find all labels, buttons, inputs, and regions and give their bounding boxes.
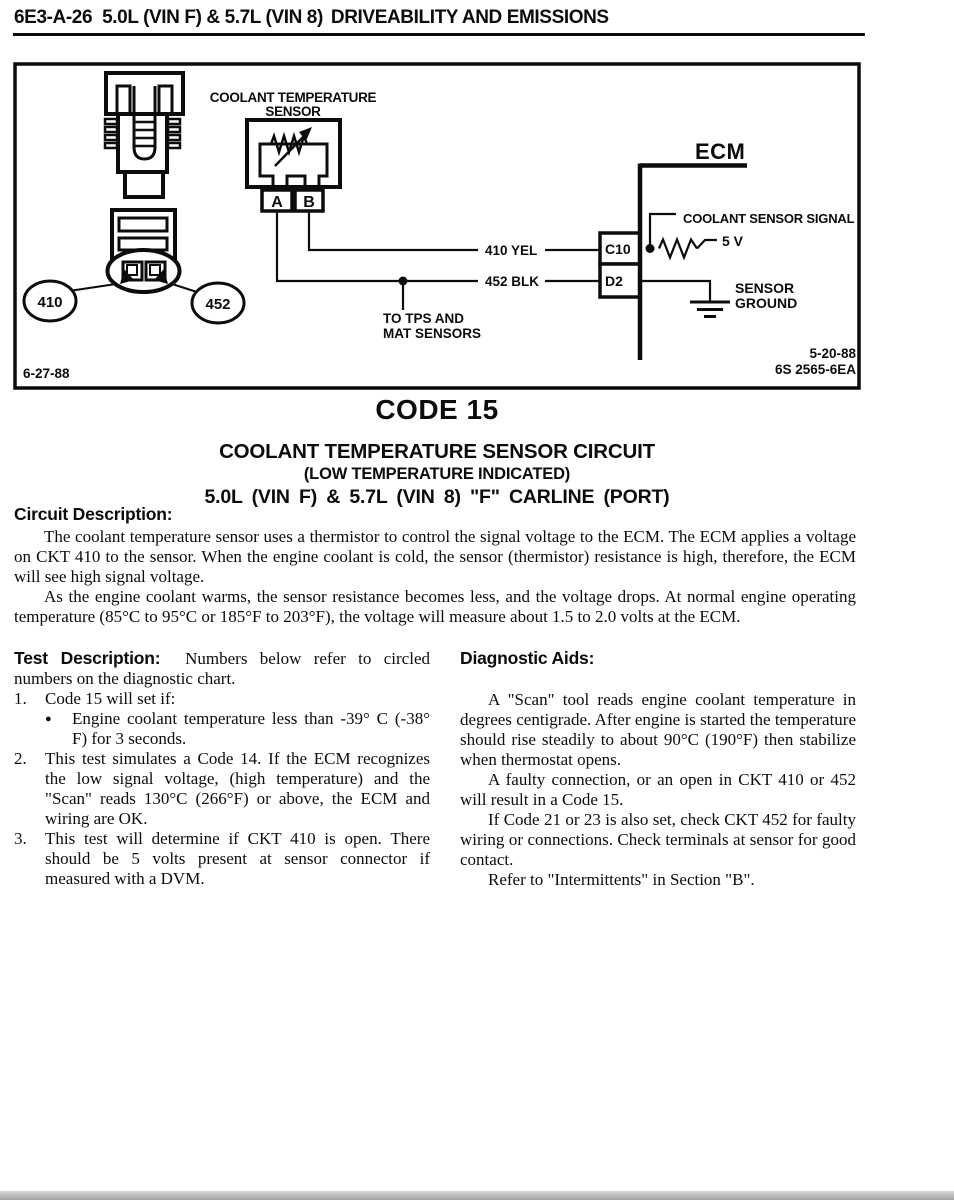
test-step-text: Code 15 will set if:: [45, 689, 176, 708]
ecm-internals: [640, 164, 747, 361]
title-line1: COOLANT TEMPERATURE SENSOR CIRCUIT: [219, 440, 655, 463]
page-header-title: DRIVEABILITY AND EMISSIONS: [330, 7, 609, 28]
scan-edge-artifact: [0, 1191, 954, 1200]
pin-d2-label: D2: [605, 273, 623, 289]
test-step-number: 1.: [14, 689, 27, 708]
diagnostic-aids-para1: A "Scan" tool reads engine coolant temperature in degrees centigrade. After engine is started the temperature should rise steadily to about 90°C (190°F) then stabilize when thermostat opens.: [460, 690, 856, 769]
pin-c10-label: C10: [605, 241, 631, 257]
circuit-description-para2: As the engine coolant warms, the sensor resistance becomes less, and the voltage drops. At normal engine operating temperature (85°C to 95°C or 185°F to 203°F), the voltage will measure about 1.5 to 2.0 volts at the ECM.: [14, 587, 856, 626]
test-description-intro: [14, 648, 430, 689]
diagnostic-aids-para4: Refer to "Intermittents" in Section "B".: [488, 870, 755, 889]
diagram-date-right: 5-20-88: [809, 346, 856, 361]
wire-410-label: 410 YEL: [485, 243, 538, 258]
diagram-date-left: 6-27-88: [23, 366, 70, 381]
page-header-code: 6E3-A-26: [14, 7, 93, 28]
wire-junction-dot: [399, 277, 408, 286]
page-header: [14, 7, 914, 29]
title-line3: 5.0L (VIN F) & 5.7L (VIN 8) "F" CARLINE (PORT): [204, 486, 670, 508]
wires: [277, 211, 600, 310]
diagnostic-aids-heading: Diagnostic Aids:: [460, 648, 595, 668]
sensor-label-line2: SENSOR: [265, 104, 321, 119]
pullup-resistor-symbol: [659, 240, 697, 258]
test-description-heading: Test Description:: [14, 648, 161, 668]
sensor-ground-label-line1: SENSOR: [735, 280, 795, 296]
sensor-ground-label-line2: GROUND: [735, 295, 798, 311]
wiring-diagram: [13, 62, 861, 390]
test-step-bullet-text: Engine coolant temperature less than -39° C (-38° F) for 3 seconds.: [72, 709, 430, 748]
header-rule: [13, 33, 865, 36]
bullet-icon: ●: [45, 713, 52, 725]
wire-452-left: [277, 211, 478, 281]
test-step-1: [14, 689, 430, 709]
test-step-number: 3.: [14, 829, 27, 848]
test-step-text: This test simulates a Code 14. If the ECM recognizes the low signal voltage, (high temperature) and the "Scan" reads 130°C (266°F) or above, the ECM and wiring are OK.: [45, 749, 430, 828]
sensor-physical-drawing: [105, 73, 183, 197]
ground-symbol: [690, 302, 730, 317]
test-description-intro-text: Numbers below refer to circled numbers on the diagnostic chart.: [14, 649, 430, 688]
test-step-2: [14, 749, 430, 829]
sensor-schematic: [247, 120, 340, 211]
test-step-1-bullet: [45, 709, 430, 749]
circuit-description-para1: The coolant temperature sensor uses a thermistor to control the signal voltage to the ECM. The ECM applies a voltage on CKT 410 to the sensor. When the engine coolant is cold, the sensor (thermistor) resistance is high, therefore, the ECM will see high signal voltage.: [14, 527, 856, 586]
diagnostic-aids-para2: A faulty connection, or an open in CKT 410 or 452 will result in a Code 15.: [460, 770, 856, 809]
wire-410-left: [309, 211, 478, 250]
ecm-label: ECM: [695, 139, 746, 164]
code-title: CODE 15: [375, 394, 499, 425]
callout-line-410: [69, 284, 116, 291]
wiring-diagram-svg: [13, 62, 861, 390]
five-v-label: 5 V: [722, 233, 744, 249]
diagnostic-aids-column: [460, 648, 856, 890]
test-description-column: [14, 648, 430, 890]
terminal-b-label: B: [303, 194, 315, 211]
to-tps-label-line2: MAT SENSORS: [383, 326, 482, 341]
five-v-line: [697, 240, 717, 249]
title-line2: (LOW TEMPERATURE INDICATED): [303, 465, 571, 483]
circuit-description-section: [14, 504, 856, 627]
terminal-a-label: A: [271, 194, 283, 211]
diagram-doc-number: 6S 2565-6EA: [774, 362, 856, 377]
page-header-engine: 5.0L (VIN F) & 5.7L (VIN 8): [102, 7, 323, 28]
signal-label-line: [650, 214, 676, 249]
to-tps-label-line1: TO TPS AND: [383, 311, 465, 326]
diagnostic-aids-para3: If Code 21 or 23 is also set, check CKT 452 for faulty wiring or connections. Check terminals at sensor for good contact.: [460, 810, 856, 869]
coolant-sensor-signal-label: COOLANT SENSOR SIGNAL: [683, 211, 855, 226]
wire-452-label: 452 BLK: [485, 274, 540, 289]
ecm-junction-dot: [646, 244, 655, 253]
test-step-3: [14, 829, 430, 889]
test-step-text: This test will determine if CKT 410 is open. There should be 5 volts present at sensor connector if measured with a DVM.: [45, 829, 430, 888]
circle-410-label: 410: [37, 294, 63, 311]
title-block: [13, 394, 861, 509]
circle-452-label: 452: [205, 296, 231, 313]
ground-line: [640, 281, 710, 302]
sensor-label-line1: COOLANT TEMPERATURE: [209, 90, 377, 105]
circuit-description-heading: Circuit Description:: [14, 504, 173, 524]
two-column-section: [14, 648, 856, 890]
test-step-number: 2.: [14, 749, 27, 768]
